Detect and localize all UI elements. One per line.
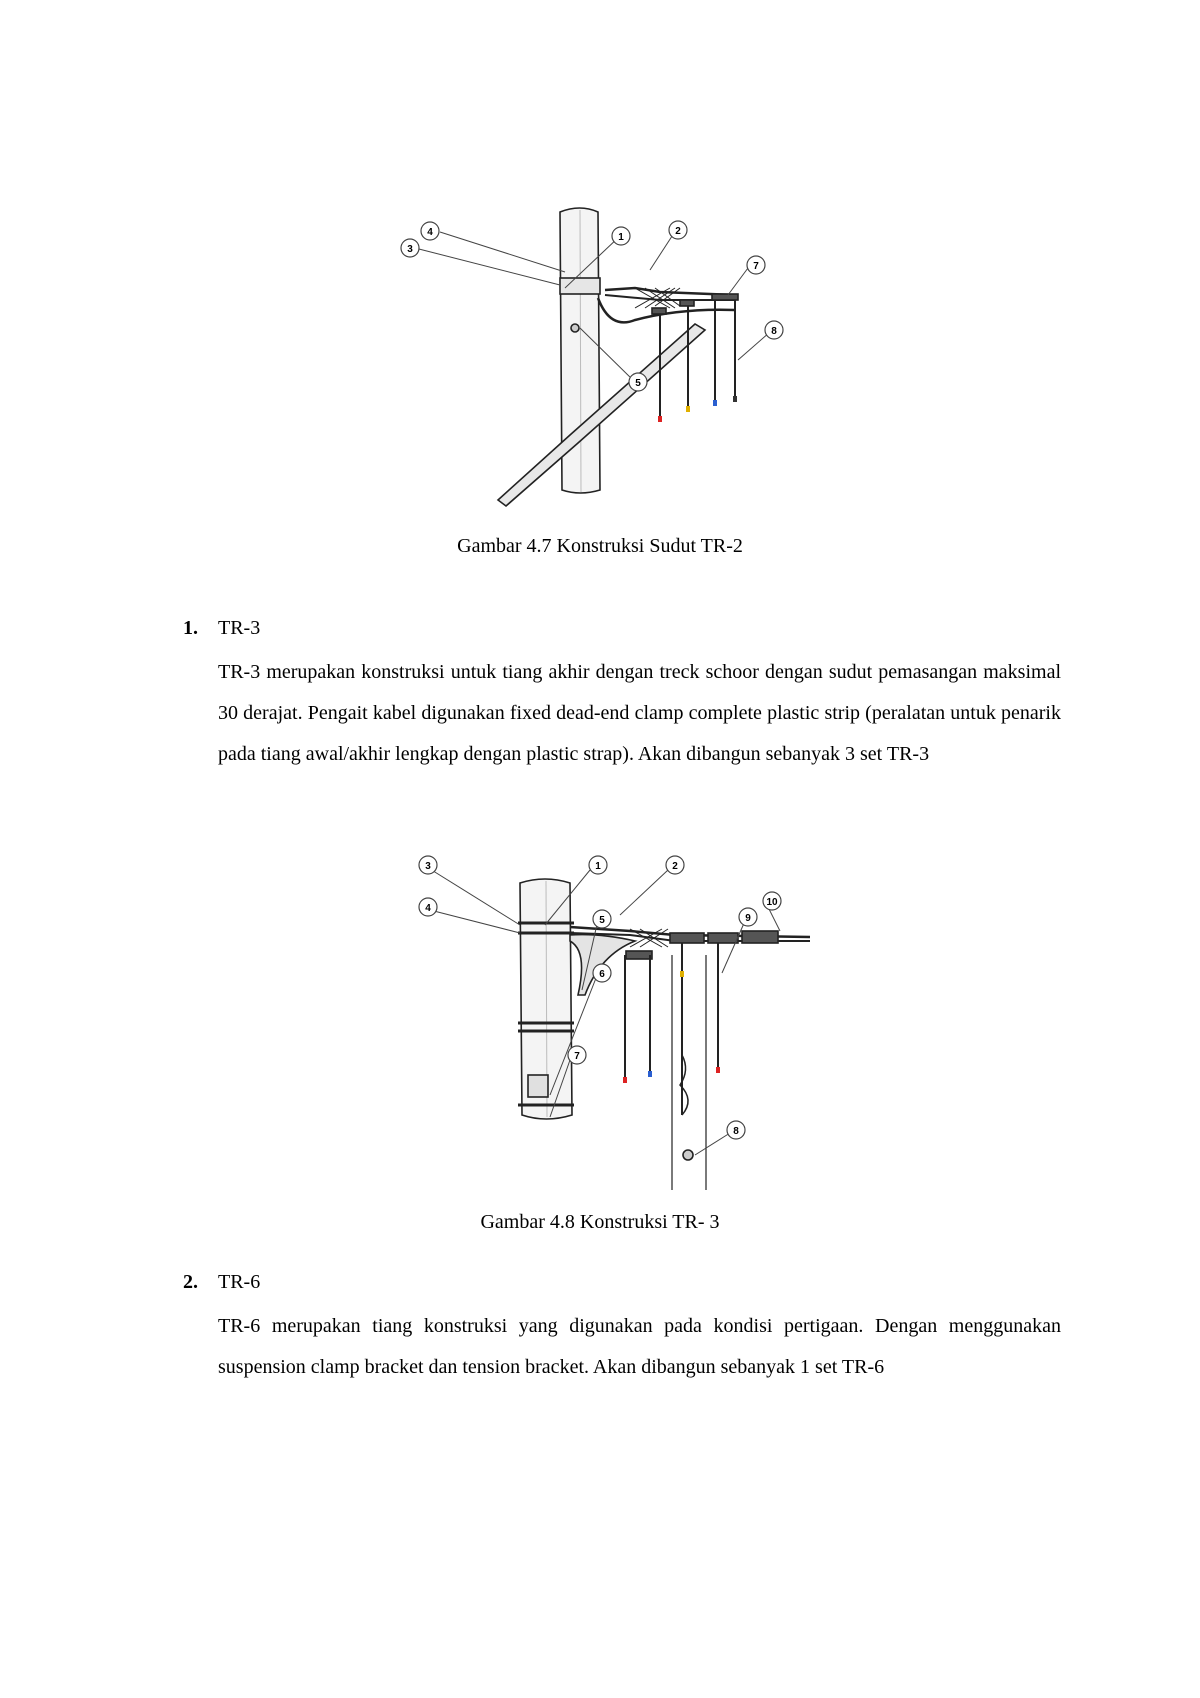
figure-caption-tr2: Gambar 4.7 Konstruksi Sudut TR-2 [457, 535, 743, 557]
figure-caption-tr3: Gambar 4.8 Konstruksi TR- 3 [480, 1211, 720, 1233]
tr2-diagram [407, 200, 860, 500]
callout-markers [419, 856, 781, 1139]
figure-tr2-construction [407, 200, 860, 500]
pole-bracket [560, 278, 600, 294]
callout-8: 8 [733, 1126, 739, 1137]
callout-7: 7 [574, 1051, 580, 1062]
callout-5: 5 [635, 378, 641, 389]
list-number: 2. [183, 1271, 198, 1293]
callout-5: 5 [599, 915, 605, 926]
callout-2: 2 [672, 861, 678, 872]
callout-1: 1 [618, 232, 624, 243]
callout-3: 3 [407, 244, 413, 255]
callout-10: 10 [766, 897, 778, 908]
list-number: 1. [183, 617, 198, 639]
callout-8: 8 [771, 326, 777, 337]
figure-tr3-construction [425, 855, 870, 1190]
callout-4: 4 [427, 227, 433, 238]
list-title: TR-6 [218, 1271, 261, 1293]
callout-9: 9 [745, 913, 751, 924]
tr3-diagram [425, 855, 870, 1190]
paragraph-tr6: TR-6 merupakan tiang konstruksi yang digunakan pada kondisi pertigaan. Dengan menggunakan suspension clamp bracket dan tension bracket. Akan dibangun sebanyak 1 set TR-6 [218, 1315, 1061, 1378]
callout-6: 6 [599, 969, 605, 980]
list-title: TR-3 [218, 617, 261, 639]
callout-3: 3 [425, 861, 431, 872]
paragraph-tr3: TR-3 merupakan konstruksi untuk tiang akhir dengan treck schoor dengan sudut pemasangan maksimal 30 derajat. Pengait kabel digunakan fixed dead-end clamp complete plastic strip (peralatan untuk penarik pada tiang awal/akhir lengkap dengan plastic strap). Akan dibangun sebanyak 3 set TR-3 [218, 661, 1061, 765]
callout-2: 2 [675, 226, 681, 237]
list-item-heading-tr6 [183, 1270, 260, 1294]
list-item-heading-tr3 [183, 616, 260, 640]
strut [498, 324, 705, 506]
callout-4: 4 [425, 903, 431, 914]
callout-1: 1 [595, 861, 601, 872]
callout-7: 7 [753, 261, 759, 272]
